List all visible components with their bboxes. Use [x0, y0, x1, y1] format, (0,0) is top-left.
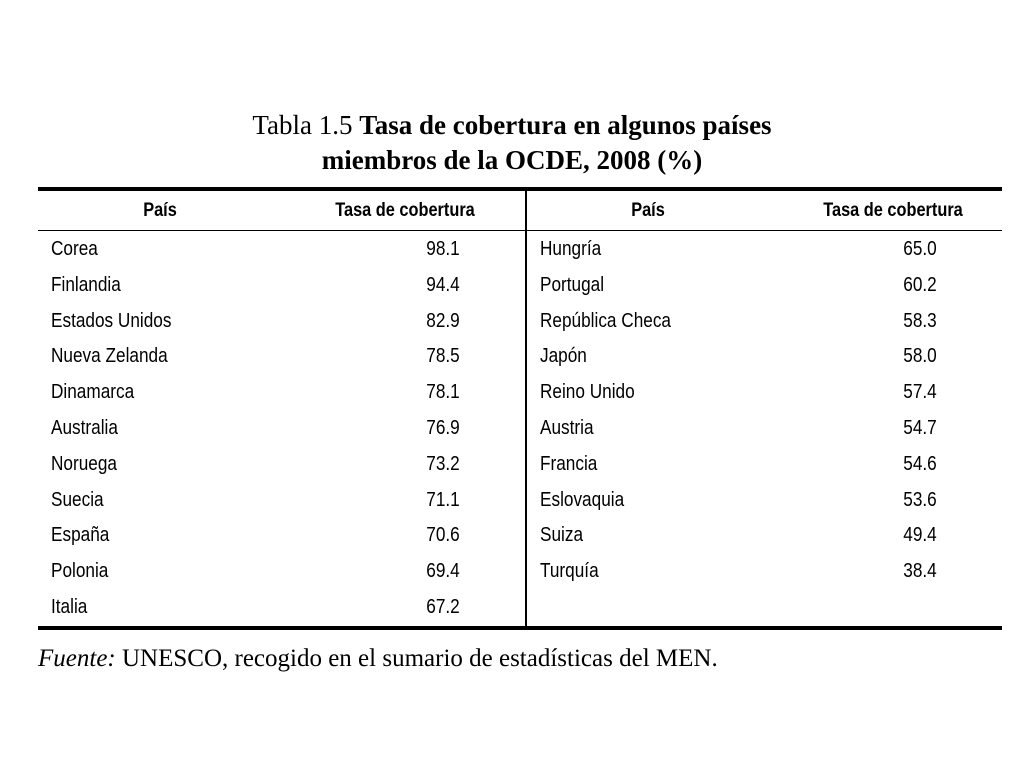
table-row — [38, 447, 525, 483]
rate-cell: 49.4 — [903, 524, 937, 547]
table-number: Tabla 1.5 — [252, 110, 353, 140]
title-text-line-2: miembros de la OCDE, 2008 (%) — [321, 145, 703, 175]
country-cell: Austria — [540, 416, 594, 439]
country-cell: Dinamarca — [51, 381, 135, 404]
title-line-1 — [0, 108, 1024, 143]
rate-cell: 54.7 — [903, 416, 937, 439]
country-cell: Suecia — [51, 488, 104, 511]
table-bottom-rule — [38, 626, 1002, 630]
source-label: Fuente: — [38, 645, 116, 672]
country-cell: Australia — [51, 416, 118, 439]
header-country-left: País — [143, 200, 177, 221]
table-row — [38, 554, 525, 590]
rate-cell: 98.1 — [426, 238, 460, 260]
rate-cell: 70.6 — [426, 524, 460, 547]
table-top-rule — [38, 187, 1002, 191]
table-row — [527, 339, 1002, 375]
header-country-right: País — [631, 200, 665, 221]
rate-cell: 58.0 — [903, 345, 937, 368]
country-cell: República Checa — [540, 309, 672, 332]
country-cell: Reino Unido — [540, 381, 635, 404]
header-rate-left: Tasa de cobertura — [335, 200, 475, 221]
rate-cell: 78.5 — [426, 345, 460, 368]
header-rate-right: Tasa de cobertura — [823, 200, 963, 221]
country-cell: Hungría — [540, 238, 602, 260]
rate-cell: 69.4 — [426, 560, 460, 583]
country-cell: España — [51, 524, 110, 547]
right-column-rows — [527, 232, 1002, 590]
rate-cell: 58.3 — [903, 309, 937, 332]
country-cell: Polonia — [51, 560, 109, 583]
table-title — [0, 108, 1024, 178]
header-bottom-rule — [38, 230, 1002, 231]
rate-cell: 73.2 — [426, 452, 460, 475]
table-row — [527, 518, 1002, 554]
title-text-line-1: Tasa de cobertura en algunos países — [359, 110, 772, 140]
country-cell: Suiza — [540, 524, 584, 547]
rate-cell: 38.4 — [903, 560, 937, 583]
rate-cell: 57.4 — [903, 381, 937, 404]
table-row — [38, 411, 525, 447]
country-cell: Japón — [540, 345, 587, 368]
rate-cell: 71.1 — [426, 488, 460, 511]
source-note — [38, 643, 718, 675]
rate-cell: 76.9 — [426, 416, 460, 439]
country-cell: Noruega — [51, 452, 117, 475]
source-text: UNESCO, recogido en el sumario de estadísticas del MEN. — [115, 645, 718, 672]
rate-cell: 60.2 — [903, 273, 937, 296]
table-row — [38, 375, 525, 411]
country-cell: Finlandia — [51, 273, 121, 296]
table-row — [527, 375, 1002, 411]
table-row — [38, 339, 525, 375]
left-column-rows — [38, 232, 525, 626]
country-cell: Italia — [51, 595, 88, 618]
country-cell: Estados Unidos — [51, 309, 172, 332]
country-cell: Eslovaquia — [540, 488, 625, 511]
table-row — [38, 518, 525, 554]
rate-cell: 54.6 — [903, 452, 937, 475]
rate-cell: 65.0 — [903, 238, 937, 260]
table-row — [38, 304, 525, 340]
country-cell: Portugal — [540, 273, 605, 296]
table-row — [527, 304, 1002, 340]
table-row — [527, 554, 1002, 590]
table-row — [38, 268, 525, 304]
country-cell: Nueva Zelanda — [51, 345, 168, 368]
rate-cell: 82.9 — [426, 309, 460, 332]
country-cell: Corea — [51, 238, 98, 260]
table-row — [527, 411, 1002, 447]
country-cell: Turquía — [540, 560, 599, 583]
table-row — [527, 232, 1002, 268]
country-cell: Francia — [540, 452, 598, 475]
table-row — [38, 232, 525, 268]
table-row — [38, 590, 525, 626]
table-row — [38, 483, 525, 519]
table-row — [527, 447, 1002, 483]
table-row — [527, 268, 1002, 304]
table-row — [527, 483, 1002, 519]
rate-cell: 67.2 — [426, 595, 460, 618]
rate-cell: 53.6 — [903, 488, 937, 511]
rate-cell: 78.1 — [426, 381, 460, 404]
rate-cell: 94.4 — [426, 273, 460, 296]
